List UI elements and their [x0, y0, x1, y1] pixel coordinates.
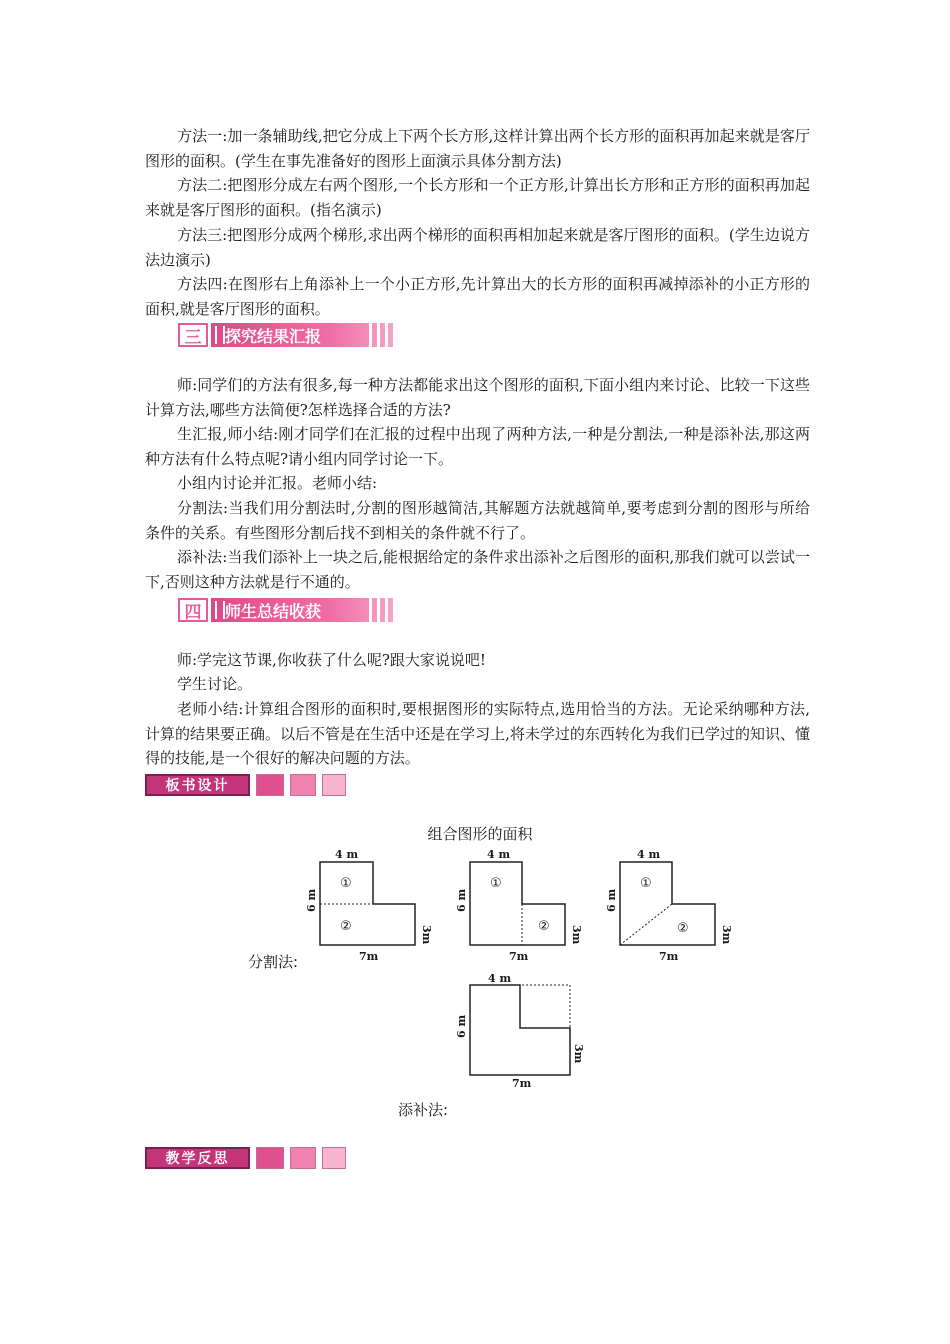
split-figure-horizontal: [305, 848, 433, 963]
dimension-left-label: 6 m: [455, 1014, 468, 1038]
dimension-bottom-label: 7m: [359, 950, 379, 963]
section-three-title: 探究结果汇报: [225, 326, 322, 346]
dimension-right-label: 3m: [572, 1044, 585, 1064]
tag-square-decoration: [290, 1147, 316, 1169]
dimension-top-label: 4 m: [637, 848, 661, 861]
method-four-paragraph: 方法四:在图形右上角添补上一个小正方形,先计算出大的长方形的面积再减掉添补的小正方形的面积,就是客厅图形的面积。: [145, 275, 810, 318]
section-three-paragraph: 生汇报,师小结:刚才同学们在汇报的过程中出现了两种方法,一种是分割法,一种是添补法,那这两种方法有什么特点呢?请小组内同学讨论一下。: [145, 425, 810, 468]
dimension-bottom-label: 7m: [509, 950, 529, 963]
dimension-left-label: 6 m: [455, 888, 468, 912]
dimension-bottom-label: 7m: [659, 950, 679, 963]
split-figure-vertical: [455, 848, 583, 963]
tag-square-decoration: [322, 774, 346, 796]
dimension-right-label: 3m: [420, 925, 433, 945]
tag-square-decoration: [290, 774, 316, 796]
region-one-label: ①: [340, 876, 352, 891]
teaching-reflection-label: 教学反思: [145, 1147, 250, 1169]
dimension-top-label: 4 m: [488, 972, 512, 985]
dimension-right-label: 3m: [570, 925, 583, 945]
dimension-top-label: 4 m: [487, 848, 511, 861]
region-two-label: ②: [340, 919, 352, 934]
section-four-number: 四: [178, 598, 208, 622]
split-figure-diagonal: [605, 848, 733, 963]
section-three-banner: [178, 323, 396, 347]
split-method-diagrams: [295, 842, 755, 967]
section-four-title-bar: [211, 598, 396, 622]
section-three-number: 三: [178, 323, 208, 347]
section-three-paragraph: 添补法:当我们添补上一块之后,能根据给定的条件求出添补之后图形的面积,那我们就可以尝试一下,否则这种方法就是行不通的。: [145, 548, 810, 591]
diagram-title: 组合图形的面积: [427, 825, 533, 843]
section-three-title-bar: [211, 323, 396, 347]
board-design-tag: [145, 773, 346, 797]
method-two-paragraph: 方法二:把图形分成左右两个图形,一个长方形和一个正方形,计算出长方形和正方形的面积再加起来就是客厅图形的面积。(指名演示): [145, 176, 810, 219]
fill-method-diagram: [450, 970, 590, 1090]
dimension-left-label: 6 m: [605, 888, 618, 912]
section-four-paragraph: 学生讨论。: [177, 675, 253, 693]
tag-square-decoration: [322, 1147, 346, 1169]
region-two-label: ②: [677, 921, 689, 936]
region-two-label: ②: [538, 919, 550, 934]
banner-stripes-decoration: [369, 323, 396, 347]
teaching-reflection-tag: [145, 1146, 346, 1170]
dimension-right-label: 3m: [720, 925, 733, 945]
section-four-banner: [178, 598, 396, 622]
section-three-paragraph: 分割法:当我们用分割法时,分割的图形越简洁,其解题方法就越简单,要考虑到分割的图形与所给条件的关系。有些图形分割后找不到相关的条件就不行了。: [145, 499, 810, 542]
tag-square-decoration: [256, 1147, 284, 1169]
dimension-bottom-label: 7m: [512, 1077, 532, 1090]
banner-stripes-decoration: [369, 598, 396, 622]
section-four-paragraph: 师:学完这节课,你收获了什么呢?跟大家说说吧!: [177, 651, 486, 669]
section-three-paragraph: 师:同学们的方法有很多,每一种方法都能求出这个图形的面积,下面小组内来讨论、比较一下这些计算方法,哪些方法简便?怎样选择合适的方法?: [145, 376, 810, 419]
fill-method-label: 添补法:: [398, 1101, 449, 1119]
method-one-paragraph: 方法一:加一条辅助线,把它分成上下两个长方形,这样计算出两个长方形的面积再加起来就是客厅图形的面积。(学生在事先准备好的图形上面演示具体分割方法): [145, 127, 810, 170]
region-one-label: ①: [490, 876, 502, 891]
dimension-left-label: 6 m: [305, 888, 318, 912]
section-four-paragraph: 老师小结:计算组合图形的面积时,要根据图形的实际特点,选用恰当的方法。无论采纳哪种方法,计算的结果要正确。以后不管是在生活中还是在学习上,将未学过的东西转化为我们已学过的知识、懂得的技能,是一个很好的解决问题的方法。: [145, 700, 810, 767]
region-one-label: ①: [640, 876, 652, 891]
split-method-label: 分割法:: [248, 953, 299, 971]
board-design-label: 板书设计: [145, 774, 250, 796]
tag-square-decoration: [256, 774, 284, 796]
method-three-paragraph: 方法三:把图形分成两个梯形,求出两个梯形的面积再相加起来就是客厅图形的面积。(学生边说方法边演示): [145, 226, 810, 269]
section-four-title: 师生总结收获: [225, 601, 322, 621]
dimension-top-label: 4 m: [335, 848, 359, 861]
section-three-paragraph: 小组内讨论并汇报。老师小结:: [177, 474, 378, 492]
